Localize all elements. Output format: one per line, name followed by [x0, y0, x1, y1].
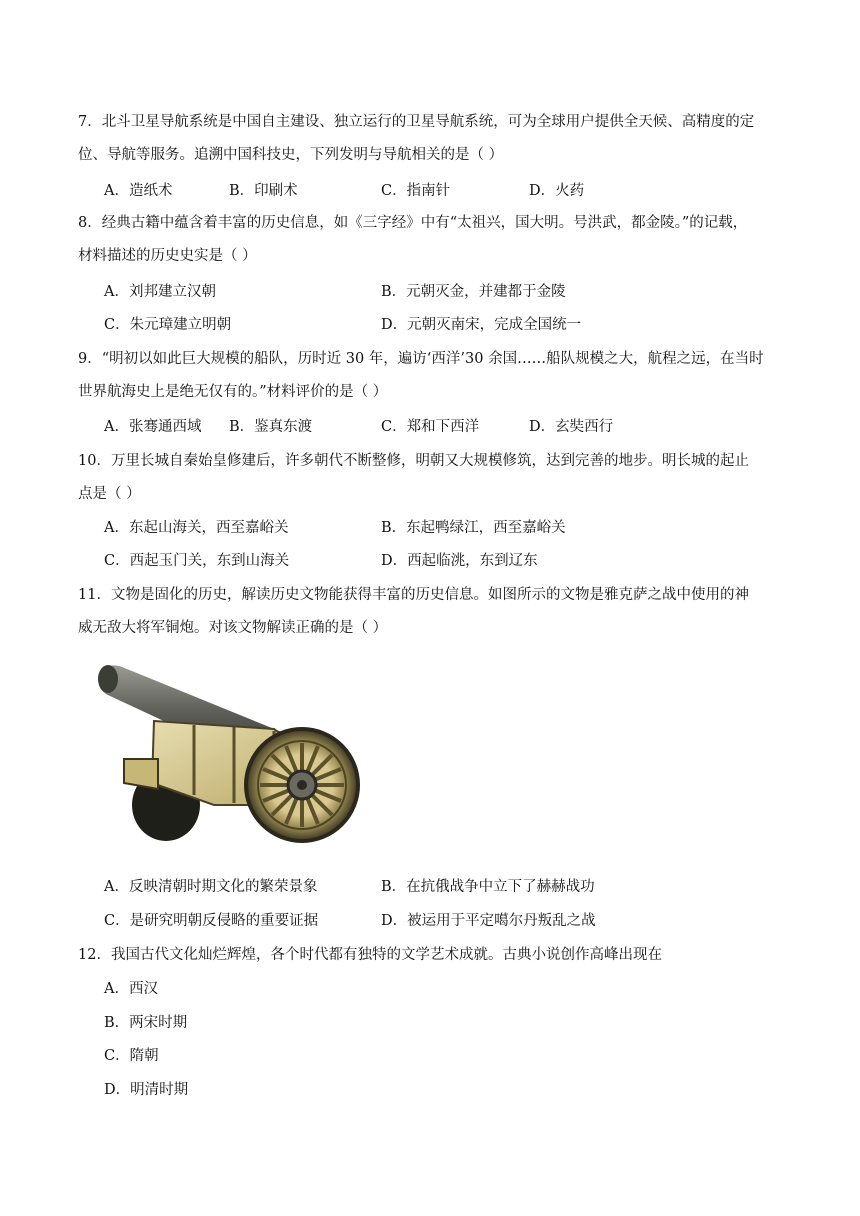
- question-11-stem-line-2: 威无敌大将军铜炮。对该文物解读正确的是（ ）: [78, 620, 388, 636]
- question-8-option-c: C．朱元璋建立明朝: [104, 317, 232, 333]
- question-10-option-c: C．西起玉门关，东到山海关: [104, 553, 290, 569]
- question-7-option-a: A．造纸术: [104, 183, 173, 199]
- question-10-stem-line-2: 点是（ ）: [78, 486, 141, 502]
- question-8-option-d: D．元朝灭南宋，完成全国统一: [381, 317, 582, 333]
- question-10-stem-line-1: 10．万里长城自秦始皇修建后，许多朝代不断整修，明朝又大规模修筑，达到完善的地步。明长城的起止: [78, 453, 749, 469]
- question-9-option-a: A．张骞通西域: [104, 419, 202, 435]
- question-12-option-d: D．明清时期: [104, 1082, 189, 1098]
- question-9-option-c: C．郑和下西洋: [381, 419, 480, 435]
- question-9-option-b: B．鉴真东渡: [229, 419, 313, 435]
- question-10-option-a: A．东起山海关，西至嘉峪关: [104, 520, 289, 536]
- question-7-option-c: C．指南针: [381, 183, 451, 199]
- question-11-option-a: A．反映清朝时期文化的繁荣景象: [104, 879, 318, 895]
- question-7-option-d: D．火药: [529, 183, 585, 199]
- question-7-stem-line-2: 位、导航等服务。追溯中国科技史，下列发明与导航相关的是（ ）: [78, 147, 504, 163]
- cannon-muzzle: [98, 665, 118, 693]
- question-12-stem-line-1: 12．我国古代文化灿烂辉煌，各个时代都有独特的文学艺术成就。古典小说创作高峰出现在: [78, 947, 662, 963]
- question-11-stem-line-1: 11．文物是固化的历史，解读历史文物能获得丰富的历史信息。如图所示的文物是雅克萨之战中使用的神: [78, 587, 749, 603]
- question-12-option-c: C．隋朝: [104, 1048, 159, 1064]
- question-9-stem-line-2: 世界航海史上是绝无仅有的。”材料评价的是（ ）: [78, 384, 388, 400]
- front-wheel: [246, 729, 358, 841]
- question-9-stem-line-1: 9．“明初以如此巨大规模的船队，历时近 30 年，遍访‘西洋’30 余国……船队规模之大，航程之远，在当时: [78, 351, 764, 367]
- question-8-option-b: B．元朝灭金，并建都于金陵: [381, 284, 566, 300]
- question-8-stem-line-2: 材料描述的历史史实是（ ）: [78, 248, 257, 264]
- question-12-option-b: B．两宋时期: [104, 1015, 188, 1031]
- question-10-option-d: D．西起临洮，东到辽东: [381, 553, 538, 569]
- question-7-stem-line-1: 7．北斗卫星导航系统是中国自主建设、独立运行的卫星导航系统，可为全球用户提供全天候、高精度的定: [78, 114, 755, 130]
- carriage-trail: [124, 759, 158, 789]
- question-11-option-c: C．是研究明朝反侵略的重要证据: [104, 913, 319, 929]
- question-8-stem-line-1: 8．经典古籍中蕴含着丰富的历史信息，如《三字经》中有“太祖兴，国大明。号洪武，都金陵。”的记载，: [78, 215, 748, 231]
- question-11-option-b: B．在抗俄战争中立下了赫赫战功: [381, 879, 595, 895]
- question-9-option-d: D．玄奘西行: [529, 419, 614, 435]
- question-7-option-b: B．印刷术: [229, 183, 298, 199]
- question-12-option-a: A．西汉: [104, 981, 158, 997]
- question-10-option-b: B．东起鸭绿江，西至嘉峪关: [381, 520, 566, 536]
- bronze-cannon-illustration: [94, 655, 362, 845]
- question-8-option-a: A．刘邦建立汉朝: [104, 284, 216, 300]
- question-11-option-d: D．被运用于平定噶尔丹叛乱之战: [381, 913, 596, 929]
